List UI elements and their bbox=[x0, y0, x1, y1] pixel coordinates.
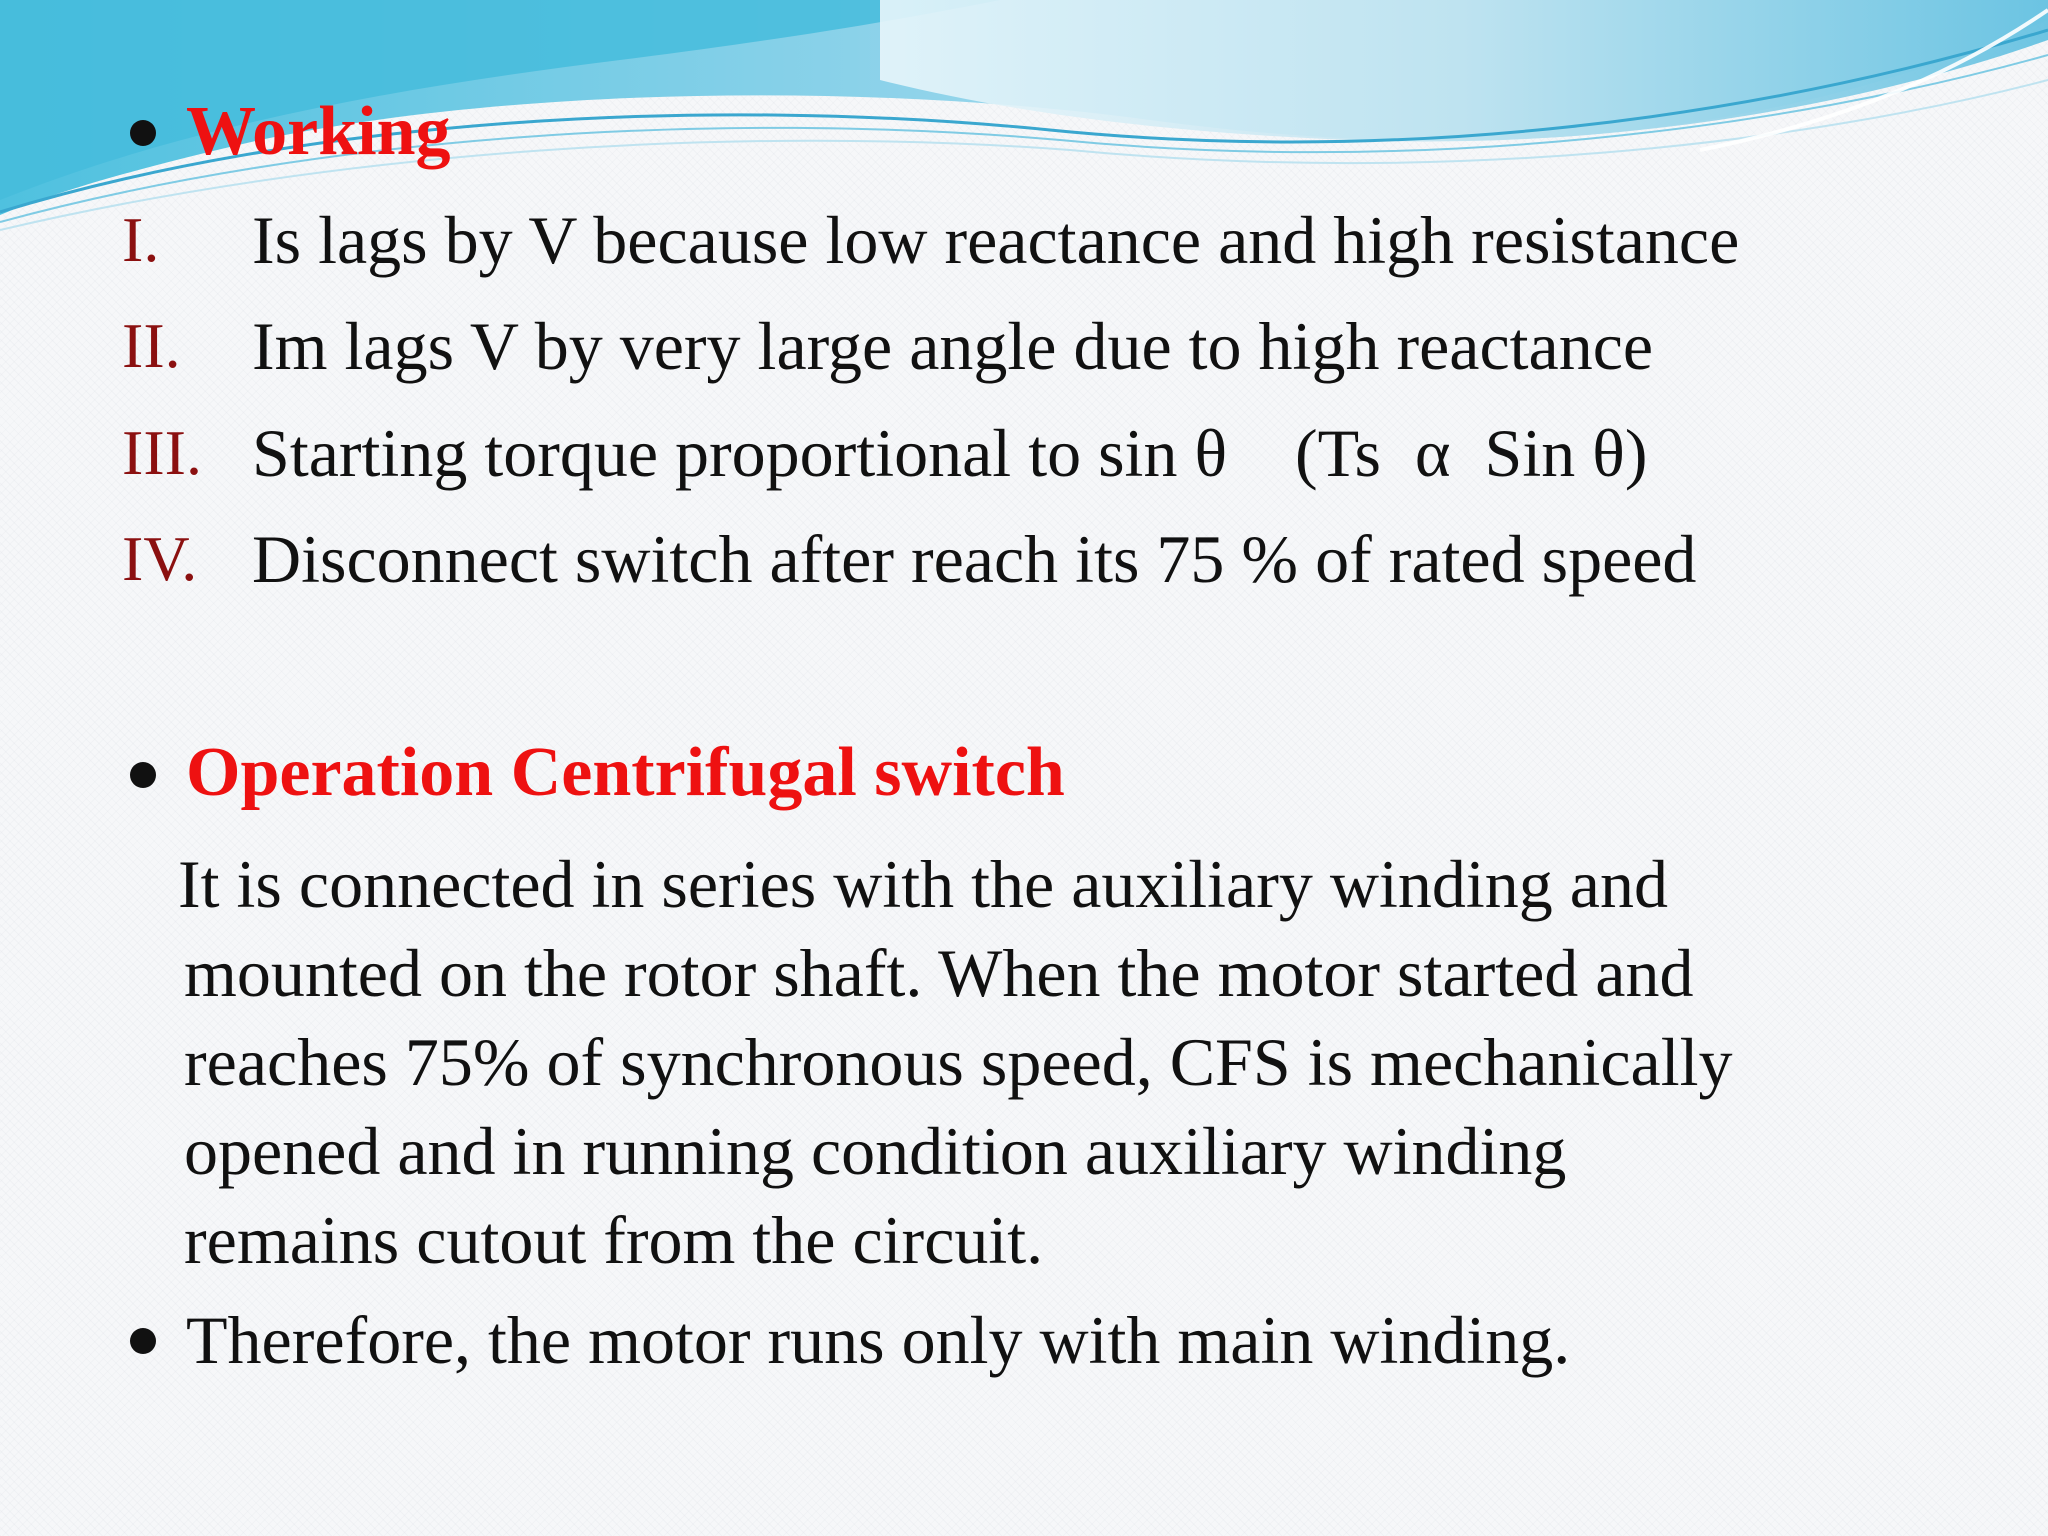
bullet-icon bbox=[130, 1328, 156, 1354]
item-numeral-1: I. bbox=[122, 204, 160, 275]
working-item-2-text: Im lags V by very large angle due to high reactance bbox=[252, 308, 1654, 384]
item-numeral-2: II. bbox=[122, 310, 181, 381]
conclusion-text: Therefore, the motor runs only with main winding. bbox=[186, 1302, 1571, 1378]
operation-heading: Operation Centrifugal switch bbox=[186, 734, 1065, 811]
bullet-icon bbox=[130, 120, 156, 146]
paragraph-line: remains cutout from the circuit. bbox=[184, 1202, 1044, 1278]
paragraph-line: It is connected in series with the auxiliary winding and bbox=[178, 846, 1668, 922]
bullet-icon bbox=[130, 762, 156, 788]
paragraph-line: mounted on the rotor shaft. When the motor started and bbox=[184, 935, 1694, 1011]
working-item-1-text: Is lags by V because low reactance and high resistance bbox=[252, 202, 1740, 278]
working-item-4-text: Disconnect switch after reach its 75 % of rated speed bbox=[252, 521, 1697, 597]
working-heading: Working bbox=[186, 93, 451, 170]
paragraph-line: reaches 75% of synchronous speed, CFS is mechanically bbox=[184, 1024, 1733, 1100]
item-numeral-3: III. bbox=[122, 417, 202, 488]
item-numeral-4: IV. bbox=[122, 523, 198, 594]
operation-paragraph bbox=[178, 840, 1958, 1285]
paragraph-line: opened and in running condition auxiliary winding bbox=[184, 1113, 1567, 1189]
working-item-3-text: Starting torque proportional to sin θ (Ts α Sin θ) bbox=[252, 415, 1648, 491]
